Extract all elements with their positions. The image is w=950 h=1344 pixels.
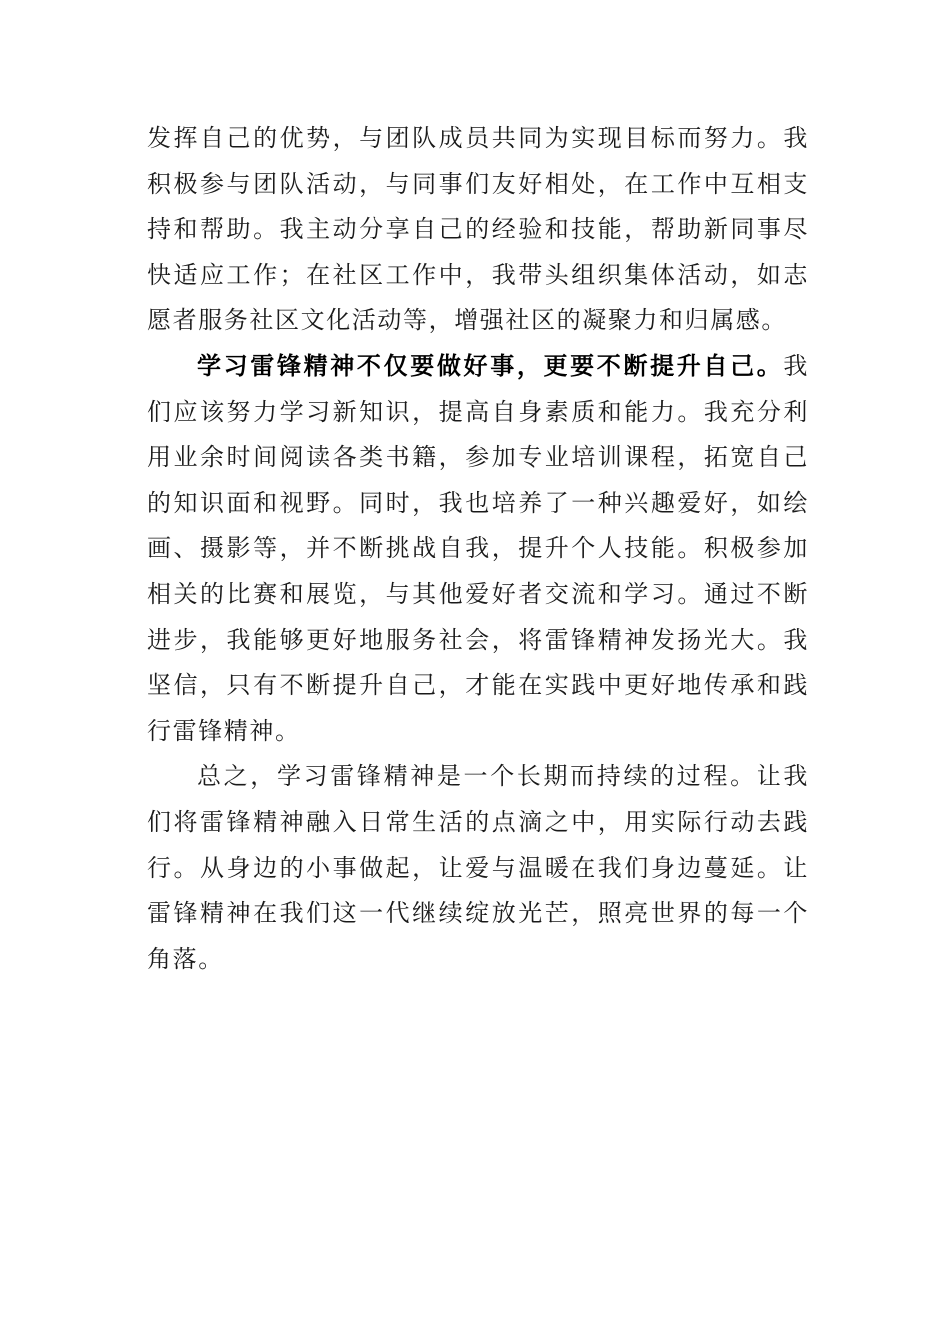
paragraph-self-improvement [147,344,809,754]
document-body [147,116,809,982]
paragraph-heading-bold: 学习雷锋精神不仅要做好事，更要不断提升自己。 [197,351,784,380]
paragraph-body-text: 我们应该努力学习新知识，提高自身素质和能力。我充分利用业余时间阅读各类书籍，参加专业培训课程，拓宽自己的知识面和视野。同时，我也培养了一种兴趣爱好，如绘画、摄影等，并不断挑战自我，提升个人技能。积极参加相关的比赛和展览，与其他爱好者交流和学习。通过不断进步，我能够更好地服务社会，将雷锋精神发扬光大。我坚信，只有不断提升自己，才能在实践中更好地传承和践行雷锋精神。 [147,351,809,745]
paragraph-teamwork: 发挥自己的优势，与团队成员共同为实现目标而努力。我积极参与团队活动，与同事们友好相处，在工作中互相支持和帮助。我主动分享自己的经验和技能，帮助新同事尽快适应工作；在社区工作中，我带头组织集体活动，如志愿者服务社区文化活动等，增强社区的凝聚力和归属感。 [147,124,809,335]
paragraph-conclusion: 总之，学习雷锋精神是一个长期而持续的过程。让我们将雷锋精神融入日常生活的点滴之中，用实际行动去践行。从身边的小事做起，让爱与温暖在我们身边蔓延。让雷锋精神在我们这一代继续绽放光芒，照亮世界的每一个角落。 [147,762,809,973]
